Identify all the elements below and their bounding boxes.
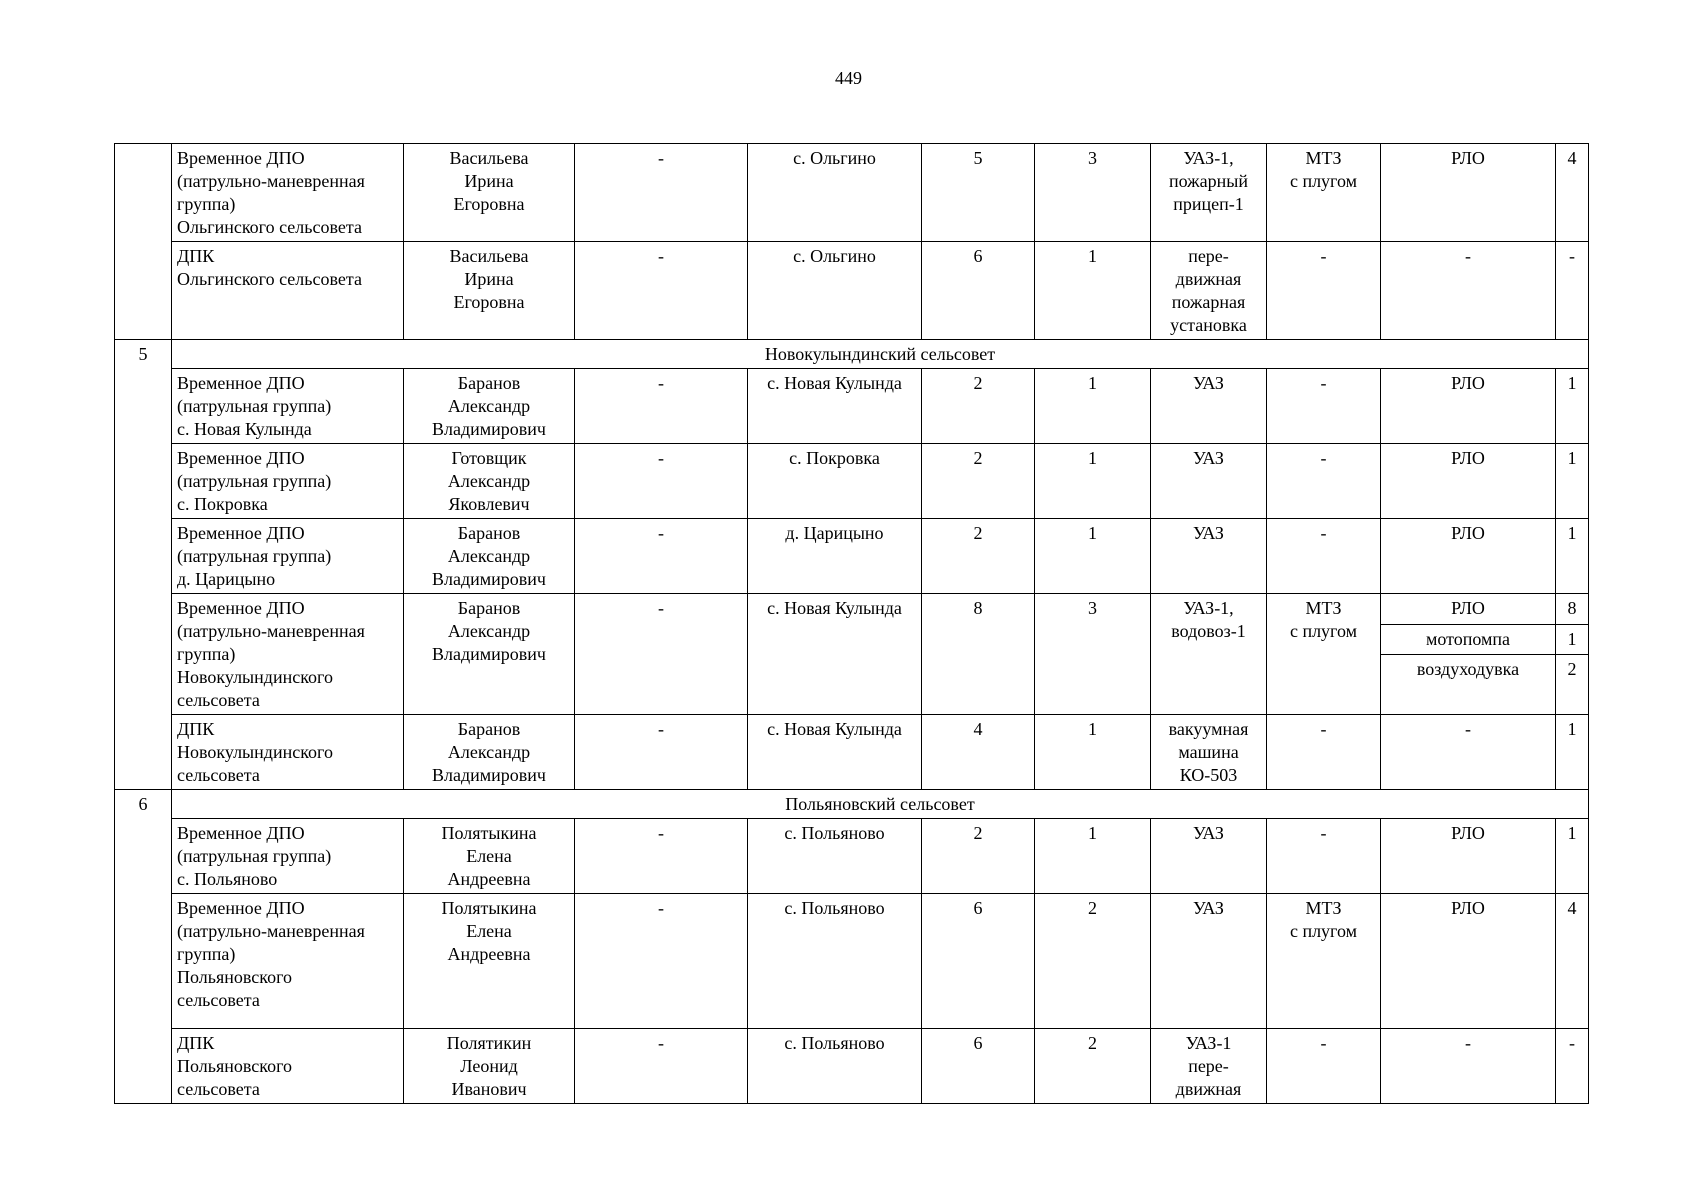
equipment-name: РЛО — [1381, 594, 1556, 625]
vehicles: УАЗ — [1151, 444, 1267, 519]
unit-contact: - — [575, 369, 748, 444]
equipment-units-count: 2 — [1035, 1029, 1151, 1104]
unit-contact: - — [575, 894, 748, 1029]
equipment-name: мотопомпа — [1381, 624, 1556, 655]
unit-head: Баранов Александр Владимирович — [404, 519, 575, 594]
equipment-count: - — [1556, 242, 1589, 340]
unit-location: с. Польяново — [748, 894, 922, 1029]
personnel-count: 2 — [922, 444, 1035, 519]
equipment-count: 1 — [1556, 519, 1589, 594]
vehicles: УАЗ — [1151, 519, 1267, 594]
unit-contact: - — [575, 594, 748, 715]
equipment-name: - — [1381, 1029, 1556, 1104]
unit-head: Баранов Александр Владимирович — [404, 594, 575, 715]
section-number: 5 — [115, 340, 172, 790]
vehicles: вакуумная машина КО-503 — [1151, 715, 1267, 790]
machinery: - — [1267, 444, 1381, 519]
unit-head: Полятикин Леонид Иванович — [404, 1029, 575, 1104]
unit-head: Васильева Ирина Егоровна — [404, 144, 575, 242]
unit-head: Баранов Александр Владимирович — [404, 715, 575, 790]
equipment-name: РЛО — [1381, 519, 1556, 594]
unit-contact: - — [575, 444, 748, 519]
table-row — [115, 444, 1589, 519]
personnel-count: 2 — [922, 819, 1035, 894]
unit-head: Готовщик Александр Яковлевич — [404, 444, 575, 519]
table-row — [115, 144, 1589, 242]
equipment-count: 2 — [1556, 655, 1589, 715]
unit-name: ДПК Новокулындинского сельсовета — [172, 715, 404, 790]
table-body — [115, 144, 1589, 1104]
equipment-count: 8 — [1556, 594, 1589, 625]
equipment-units-count: 1 — [1035, 369, 1151, 444]
unit-name: ДПК Ольгинского сельсовета — [172, 242, 404, 340]
unit-name: Временное ДПО (патрульно-маневренная группа) Польяновского сельсовета — [172, 894, 404, 1029]
unit-location: с. Новая Кулында — [748, 594, 922, 715]
unit-name: Временное ДПО (патрульная группа) с. Новая Кулында — [172, 369, 404, 444]
unit-name: Временное ДПО (патрульная группа) с. Покровка — [172, 444, 404, 519]
unit-location: с. Польяново — [748, 1029, 922, 1104]
equipment-count: 1 — [1556, 444, 1589, 519]
equipment-units-count: 3 — [1035, 144, 1151, 242]
vehicles: УАЗ-1 пере- движная — [1151, 1029, 1267, 1104]
vehicles: УАЗ-1, водовоз-1 — [1151, 594, 1267, 715]
machinery: - — [1267, 715, 1381, 790]
equipment-count: 1 — [1556, 624, 1589, 655]
fire-units-table — [114, 143, 1589, 1104]
machinery: МТЗ с плугом — [1267, 594, 1381, 715]
personnel-count: 6 — [922, 894, 1035, 1029]
equipment-units-count: 2 — [1035, 894, 1151, 1029]
personnel-count: 5 — [922, 144, 1035, 242]
table-row — [115, 242, 1589, 340]
vehicles: УАЗ-1, пожарный прицеп-1 — [1151, 144, 1267, 242]
machinery: МТЗ с плугом — [1267, 894, 1381, 1029]
table-row — [115, 519, 1589, 594]
personnel-count: 6 — [922, 1029, 1035, 1104]
equipment-name: РЛО — [1381, 894, 1556, 1029]
unit-location: д. Царицыно — [748, 519, 922, 594]
unit-head: Васильева Ирина Егоровна — [404, 242, 575, 340]
unit-contact: - — [575, 715, 748, 790]
unit-head: Полятыкина Елена Андреевна — [404, 894, 575, 1029]
machinery: - — [1267, 819, 1381, 894]
section-row — [115, 790, 1589, 819]
unit-location: с. Ольгино — [748, 242, 922, 340]
unit-location: с. Покровка — [748, 444, 922, 519]
equipment-count: 1 — [1556, 819, 1589, 894]
unit-contact: - — [575, 519, 748, 594]
section-title: Польяновский сельсовет — [172, 790, 1589, 819]
unit-name: Временное ДПО (патрульная группа) д. Царицыно — [172, 519, 404, 594]
equipment-units-count: 1 — [1035, 444, 1151, 519]
personnel-count: 4 — [922, 715, 1035, 790]
unit-head: Баранов Александр Владимирович — [404, 369, 575, 444]
unit-contact: - — [575, 144, 748, 242]
table-row — [115, 369, 1589, 444]
unit-name: Временное ДПО (патрульно-маневренная группа) Новокулындинского сельсовета — [172, 594, 404, 715]
equipment-units-count: 1 — [1035, 242, 1151, 340]
section-number: 6 — [115, 790, 172, 1104]
unit-name: Временное ДПО (патрульно-маневренная группа) Ольгинского сельсовета — [172, 144, 404, 242]
unit-location: с. Новая Кулында — [748, 369, 922, 444]
vehicles: УАЗ — [1151, 819, 1267, 894]
table-row — [115, 894, 1589, 1029]
unit-contact: - — [575, 242, 748, 340]
unit-location: с. Новая Кулында — [748, 715, 922, 790]
unit-head: Полятыкина Елена Андреевна — [404, 819, 575, 894]
machinery: - — [1267, 1029, 1381, 1104]
unit-name: Временное ДПО (патрульная группа) с. Польяново — [172, 819, 404, 894]
personnel-count: 2 — [922, 519, 1035, 594]
equipment-count: 1 — [1556, 369, 1589, 444]
section-title: Новокулындинский сельсовет — [172, 340, 1589, 369]
equipment-name: - — [1381, 715, 1556, 790]
page-number: 449 — [835, 68, 862, 88]
machinery: МТЗ с плугом — [1267, 144, 1381, 242]
unit-contact: - — [575, 1029, 748, 1104]
machinery: - — [1267, 519, 1381, 594]
section-row — [115, 340, 1589, 369]
equipment-name: РЛО — [1381, 369, 1556, 444]
equipment-name: РЛО — [1381, 819, 1556, 894]
equipment-count: 4 — [1556, 894, 1589, 1029]
table-row — [115, 594, 1589, 625]
equipment-count: - — [1556, 1029, 1589, 1104]
equipment-units-count: 1 — [1035, 819, 1151, 894]
machinery: - — [1267, 242, 1381, 340]
equipment-units-count: 1 — [1035, 519, 1151, 594]
section-number-continued — [115, 144, 172, 340]
personnel-count: 8 — [922, 594, 1035, 715]
equipment-name: - — [1381, 242, 1556, 340]
unit-contact: - — [575, 819, 748, 894]
vehicles: УАЗ — [1151, 369, 1267, 444]
equipment-units-count: 3 — [1035, 594, 1151, 715]
vehicles: пере- движная пожарная установка — [1151, 242, 1267, 340]
equipment-count: 1 — [1556, 715, 1589, 790]
vehicles: УАЗ — [1151, 894, 1267, 1029]
table-row — [115, 715, 1589, 790]
equipment-name: воздуходувка — [1381, 655, 1556, 715]
equipment-units-count: 1 — [1035, 715, 1151, 790]
equipment-name: РЛО — [1381, 144, 1556, 242]
unit-name: ДПК Польяновского сельсовета — [172, 1029, 404, 1104]
table-row — [115, 819, 1589, 894]
personnel-count: 6 — [922, 242, 1035, 340]
equipment-count: 4 — [1556, 144, 1589, 242]
unit-location: с. Польяново — [748, 819, 922, 894]
personnel-count: 2 — [922, 369, 1035, 444]
table-row — [115, 1029, 1589, 1104]
machinery: - — [1267, 369, 1381, 444]
unit-location: с. Ольгино — [748, 144, 922, 242]
equipment-name: РЛО — [1381, 444, 1556, 519]
